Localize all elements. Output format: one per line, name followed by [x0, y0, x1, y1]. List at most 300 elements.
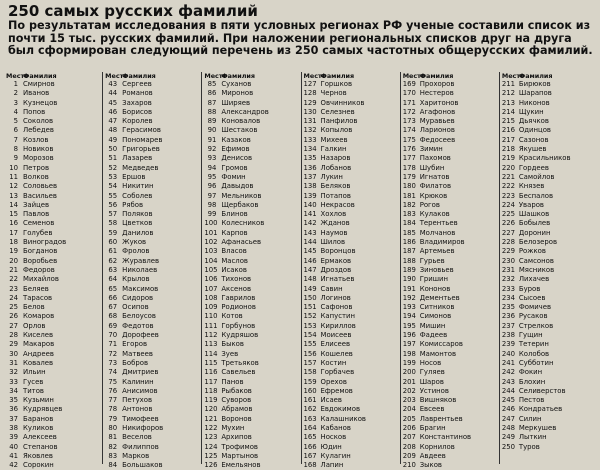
table-row — [105, 303, 201, 312]
table-row — [105, 452, 201, 461]
rank-number: 224 — [501, 200, 516, 209]
rank-number: 214 — [501, 107, 516, 116]
rank-number: 136 — [303, 163, 317, 172]
surname: Соколов — [23, 117, 54, 126]
rank-number: 222 — [501, 182, 516, 191]
rank-number: 70 — [108, 331, 118, 340]
surname: Давыдов — [221, 182, 254, 191]
table-row — [403, 405, 499, 414]
table-row — [502, 405, 598, 414]
surname: Мишин — [419, 321, 446, 330]
rank-number: 94 — [207, 163, 217, 172]
surname: Дмитриев — [122, 368, 159, 377]
surname: Константинов — [419, 433, 472, 442]
surname: Гришин — [419, 275, 449, 284]
rank-number: 249 — [501, 433, 516, 442]
table-row — [6, 201, 102, 210]
rank-number: 213 — [501, 98, 516, 107]
surname: Антонов — [122, 405, 153, 414]
surname: Орлов — [23, 321, 46, 330]
surname: Киселев — [23, 331, 54, 340]
table-row — [304, 247, 400, 256]
rank-number: 189 — [402, 265, 416, 274]
surname: Галкин — [320, 145, 347, 154]
surname: Муравьев — [419, 117, 455, 126]
rank-number: 227 — [501, 228, 516, 237]
surname: Костин — [320, 358, 347, 367]
table-row — [6, 238, 102, 247]
surname: Мельников — [221, 191, 262, 200]
table-row — [105, 219, 201, 228]
rank-number: 74 — [108, 368, 118, 377]
table-row — [502, 238, 598, 247]
rank-number: 24 — [9, 293, 18, 302]
rank-number: 196 — [402, 331, 416, 340]
surname: Елисеев — [320, 340, 351, 349]
table-column — [499, 72, 598, 464]
table-row — [403, 312, 499, 321]
rank-number: 63 — [108, 265, 118, 274]
table-row — [6, 303, 102, 312]
rank-number: 78 — [108, 405, 118, 414]
surname: Артемьев — [419, 247, 455, 256]
table-row — [204, 405, 300, 414]
rank-number: 96 — [207, 182, 217, 191]
surname: Фокин — [518, 368, 543, 377]
surname: Никифоров — [122, 423, 164, 432]
table-row — [105, 340, 201, 349]
surname: Игнатов — [419, 172, 450, 181]
table-row — [304, 145, 400, 154]
rank-number: 42 — [9, 461, 18, 470]
rank-number: 107 — [204, 284, 218, 293]
surname: Жданов — [320, 219, 350, 228]
table-row — [403, 294, 499, 303]
surname: Колобов — [518, 349, 550, 358]
rank-number: 220 — [501, 163, 516, 172]
rank-number: 80 — [108, 423, 118, 432]
rank-number: 7 — [13, 135, 18, 144]
table-row — [105, 117, 201, 126]
surname: Федоров — [23, 265, 55, 274]
surname: Лукин — [320, 172, 343, 181]
surname: Яковлев — [23, 451, 53, 460]
table-row — [304, 192, 400, 201]
surname: Кондратьев — [518, 405, 563, 414]
surname: Мартынов — [221, 451, 259, 460]
column-header — [403, 72, 499, 80]
table-row — [204, 136, 300, 145]
table-row — [403, 433, 499, 442]
rank-number: 32 — [9, 368, 18, 377]
rank-number: 22 — [9, 275, 18, 284]
rank-number: 218 — [501, 145, 516, 154]
surname: Тимофеев — [122, 414, 159, 423]
surname: Дементьев — [419, 293, 460, 302]
rank-number: 134 — [303, 145, 317, 154]
table-row — [304, 219, 400, 228]
table-row — [204, 331, 300, 340]
table-row — [204, 238, 300, 247]
surname: Якушев — [518, 145, 547, 154]
table-row — [204, 350, 300, 359]
rank-number: 247 — [501, 414, 516, 423]
table-row — [403, 452, 499, 461]
rank-number: 41 — [9, 451, 18, 460]
rank-number: 52 — [108, 163, 118, 172]
rank-number: 250 — [501, 442, 516, 451]
rank-number: 226 — [501, 219, 516, 228]
table-row — [403, 275, 499, 284]
surname: Субботин — [518, 358, 554, 367]
surname: Лапин — [320, 461, 344, 470]
surname: Шестаков — [221, 126, 258, 135]
header-surname: Фамилия — [320, 72, 355, 80]
rank-number: 129 — [303, 98, 317, 107]
rank-number: 85 — [207, 80, 217, 88]
header-surname: Фамилия — [23, 72, 57, 80]
table-row — [403, 350, 499, 359]
table-column — [102, 72, 201, 470]
surname: Фадеев — [419, 331, 448, 340]
rank-number: 152 — [303, 312, 317, 321]
table-row — [6, 164, 102, 173]
rank-number: 47 — [108, 117, 118, 126]
rank-number: 57 — [108, 210, 118, 219]
surname: Степанов — [23, 442, 58, 451]
surname: Белов — [23, 303, 45, 312]
surname: Кузьмин — [23, 396, 54, 405]
table-row — [204, 312, 300, 321]
column-header — [502, 72, 598, 80]
surname: Одинцов — [518, 126, 551, 135]
surname: Федосеев — [419, 135, 456, 144]
rank-number: 162 — [303, 405, 317, 414]
surname: Красильников — [518, 154, 571, 163]
surname: Рожков — [518, 247, 546, 256]
table-row — [204, 340, 300, 349]
surname: Гуляев — [419, 368, 445, 377]
surname: Савин — [320, 284, 343, 293]
table-row — [204, 145, 300, 154]
table-row — [403, 117, 499, 126]
rank-number: 88 — [207, 107, 217, 116]
table-row — [105, 387, 201, 396]
table-row — [6, 182, 102, 191]
surname: Кононов — [419, 284, 451, 293]
surname: Сысоев — [518, 293, 546, 302]
table-row — [502, 257, 598, 266]
rank-number: 65 — [108, 284, 118, 293]
surname: Аксенов — [221, 284, 252, 293]
surname: Кулаков — [419, 210, 450, 219]
rank-number: 166 — [303, 442, 317, 451]
table-row — [403, 378, 499, 387]
surname: Юдин — [320, 442, 342, 451]
surname: Наумов — [320, 228, 348, 237]
rank-number: 109 — [204, 303, 218, 312]
surname: Кулагин — [320, 451, 351, 460]
header-place: Место — [6, 72, 29, 80]
header-surname: Фамилия — [221, 72, 255, 80]
table-row — [304, 312, 400, 321]
table-row — [204, 387, 300, 396]
surname: Пестов — [518, 396, 545, 405]
rank-number: 58 — [108, 219, 118, 228]
table-row — [105, 378, 201, 387]
rank-number: 232 — [501, 275, 516, 284]
surname: Самойлов — [518, 172, 555, 181]
rank-number: 180 — [402, 182, 416, 191]
table-row — [204, 359, 300, 368]
rank-number: 12 — [9, 182, 18, 191]
rank-number: 191 — [402, 284, 416, 293]
table-row — [204, 433, 300, 442]
rank-number: 234 — [501, 293, 516, 302]
header-place: Место — [105, 72, 128, 80]
surname: Шилов — [320, 238, 346, 247]
rank-number: 185 — [402, 228, 416, 237]
rank-number: 181 — [402, 191, 416, 200]
table-column — [400, 72, 499, 470]
surname-table — [4, 72, 598, 470]
surname: Архипов — [221, 433, 252, 442]
rank-number: 167 — [303, 451, 317, 460]
surname: Евсеев — [419, 405, 445, 414]
surname: Корнилов — [419, 442, 455, 451]
surname: Хохлов — [320, 210, 347, 219]
surname: Щербаков — [221, 200, 259, 209]
rank-number: 246 — [501, 405, 516, 414]
table-row — [403, 238, 499, 247]
rank-number: 5 — [13, 117, 18, 126]
surname: Козлов — [23, 135, 49, 144]
table-row — [304, 340, 400, 349]
table-row — [6, 136, 102, 145]
table-row — [502, 378, 598, 387]
table-row — [6, 452, 102, 461]
surname: Рыбаков — [221, 386, 252, 395]
rank-number: 199 — [402, 358, 416, 367]
rank-number: 15 — [9, 210, 18, 219]
surname: Родионов — [221, 303, 256, 312]
rank-number: 120 — [204, 405, 218, 414]
rank-number: 171 — [402, 98, 416, 107]
rank-number: 106 — [204, 275, 218, 284]
surname: Лобанов — [320, 163, 352, 172]
rank-number: 206 — [402, 423, 416, 432]
surname: Титов — [23, 386, 44, 395]
table-row — [304, 257, 400, 266]
table-row — [105, 99, 201, 108]
table-row — [304, 331, 400, 340]
table-row — [105, 173, 201, 182]
table-row — [502, 285, 598, 294]
table-row — [204, 285, 300, 294]
rank-number: 207 — [402, 433, 416, 442]
table-row — [6, 192, 102, 201]
table-row — [6, 219, 102, 228]
rank-number: 151 — [303, 303, 317, 312]
table-row — [304, 424, 400, 433]
table-row — [304, 99, 400, 108]
table-row — [502, 117, 598, 126]
rank-number: 127 — [303, 80, 317, 88]
rank-number: 144 — [303, 238, 317, 247]
rank-number: 99 — [207, 210, 217, 219]
table-row — [502, 433, 598, 442]
rank-number: 118 — [204, 386, 218, 395]
table-row — [6, 322, 102, 331]
table-row — [403, 387, 499, 396]
rank-number: 113 — [204, 340, 218, 349]
table-row — [6, 378, 102, 387]
surname: Устинов — [419, 386, 449, 395]
surname: Панов — [221, 377, 244, 386]
surname: Евдокимов — [320, 405, 361, 414]
surname: Новиков — [23, 145, 54, 154]
table-row — [502, 424, 598, 433]
table-row — [502, 415, 598, 424]
rank-number: 6 — [13, 126, 18, 135]
table-row — [304, 396, 400, 405]
rank-number: 204 — [402, 405, 416, 414]
rank-number: 178 — [402, 163, 416, 172]
surname: Агафонов — [419, 107, 456, 116]
surname: Крюков — [419, 191, 448, 200]
table-row — [105, 331, 201, 340]
surname: Щукин — [518, 107, 544, 116]
surname: Овчинников — [320, 98, 365, 107]
table-row — [105, 192, 201, 201]
rank-number: 84 — [108, 461, 118, 470]
surname: Соловьев — [23, 182, 58, 191]
table-row — [6, 359, 102, 368]
table-row — [105, 266, 201, 275]
table-row — [502, 247, 598, 256]
rank-number: 208 — [402, 442, 416, 451]
table-row — [502, 136, 598, 145]
table-row — [403, 89, 499, 98]
rank-number: 4 — [13, 107, 18, 116]
surname: Емельянов — [221, 461, 261, 470]
table-row — [304, 229, 400, 238]
table-row — [105, 182, 201, 191]
table-row — [403, 424, 499, 433]
table-row — [403, 108, 499, 117]
table-row — [105, 433, 201, 442]
surname: Баранов — [23, 414, 54, 423]
table-row — [304, 461, 400, 470]
table-row — [105, 247, 201, 256]
rank-number: 132 — [303, 126, 317, 135]
surname: Быков — [221, 340, 244, 349]
table-row — [403, 229, 499, 238]
surname: Макаров — [23, 340, 55, 349]
table-row — [6, 415, 102, 424]
rank-number: 116 — [204, 368, 218, 377]
table-row — [502, 443, 598, 452]
surname: Денисов — [221, 154, 253, 163]
surname: Ефимов — [221, 145, 250, 154]
table-row — [502, 99, 598, 108]
rank-number: 83 — [108, 451, 118, 460]
table-row — [204, 266, 300, 275]
surname: Журавлев — [122, 256, 160, 265]
table-row — [304, 89, 400, 98]
table-row — [304, 322, 400, 331]
table-row — [403, 368, 499, 377]
rank-number: 79 — [108, 414, 118, 423]
rank-number: 56 — [108, 200, 118, 209]
surname: Логинов — [320, 293, 351, 302]
rank-number: 230 — [501, 256, 516, 265]
rank-number: 228 — [501, 238, 516, 247]
surname: Казаков — [221, 135, 251, 144]
surname: Цветков — [122, 219, 153, 228]
surname: Комаров — [23, 312, 55, 321]
table-row — [204, 117, 300, 126]
column-header — [105, 72, 201, 80]
table-row — [6, 257, 102, 266]
surname: Абрамов — [221, 405, 253, 414]
table-row — [105, 201, 201, 210]
table-row — [204, 322, 300, 331]
rank-number: 14 — [9, 200, 18, 209]
surname: Лебедев — [23, 126, 54, 135]
surname: Коновалов — [221, 117, 261, 126]
table-row — [304, 182, 400, 191]
surname: Уваров — [518, 200, 544, 209]
rank-number: 242 — [501, 368, 516, 377]
rank-number: 187 — [402, 247, 416, 256]
table-row — [105, 285, 201, 294]
rank-number: 30 — [9, 349, 18, 358]
surname: Миронов — [221, 89, 254, 98]
rank-number: 34 — [9, 386, 18, 395]
table-row — [502, 229, 598, 238]
rank-number: 149 — [303, 284, 317, 293]
table-row — [204, 452, 300, 461]
surname: Лаврентьев — [419, 414, 463, 423]
surname: Селиверстов — [518, 386, 566, 395]
surname: Русаков — [518, 312, 548, 321]
rank-number: 64 — [108, 275, 118, 284]
surname: Калинин — [122, 377, 154, 386]
surname: Дорофеев — [122, 331, 159, 340]
surname: Михайлов — [23, 275, 59, 284]
surname: Голубев — [23, 228, 53, 237]
rank-number: 62 — [108, 256, 118, 265]
table-row — [105, 238, 201, 247]
table-row — [304, 303, 400, 312]
table-row — [403, 219, 499, 228]
rank-number: 212 — [501, 89, 516, 98]
rank-number: 73 — [108, 358, 118, 367]
table-row — [304, 108, 400, 117]
table-row — [502, 154, 598, 163]
table-row — [105, 405, 201, 414]
surname: Нестеров — [419, 89, 454, 98]
rank-number: 95 — [207, 172, 217, 181]
table-row — [6, 247, 102, 256]
rank-number: 76 — [108, 386, 118, 395]
rank-number: 31 — [9, 358, 18, 367]
table-row — [502, 210, 598, 219]
surname: Котов — [221, 312, 243, 321]
table-row — [105, 322, 201, 331]
rank-number: 93 — [207, 154, 217, 163]
